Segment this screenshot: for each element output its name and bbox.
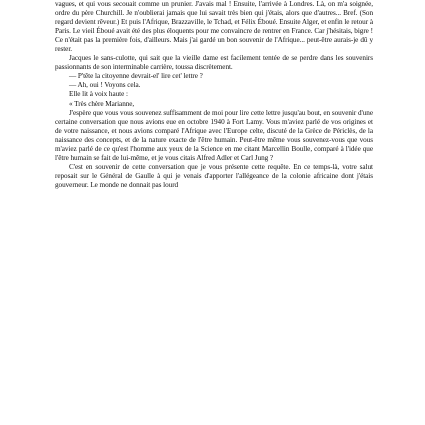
- dialogue-line: — Ah, oui ! Voyons cela.: [69, 81, 141, 90]
- paragraph-narration: Jacques le sans-culotte, qui sait que la vieille dame est facilement tentée de se perdre dans les souvenirs passionnants de son interminable carrière, toussa discrètement.: [55, 54, 373, 72]
- letter-salutation: « Très chère Marianne,: [69, 99, 135, 108]
- letter-paragraph: C'est en souvenir de cette conversation que je vous présente cette requête. En ce temps-là, votre salut reposait sur le Général de Gaulle à qui je venais d'apporter l'allégeance de la colonie africaine dont j'étais gouverneur. Le monde ne donnait pas lourd: [55, 162, 373, 189]
- document-page: [55, 0, 373, 425]
- dialogue-line: — P'tête la citoyenne devrait-el' lire cet' lettre ?: [69, 72, 203, 81]
- letter-paragraph: J'espère que vous vous souvenez suffisamment de moi pour lire cette lettre jusqu'au bout, en souvenir d'une certaine conversation que nous avions eue en octobre 1940 à Fort Lamy. Vous m'aviez parlé de vos origines et de votre naissance, et nous avions comparé l'Afrique avec l'Europe celte, discuté de la Grèce de Périclès, de la naissance des concepts, et de la nature exacte de l'être humain. Peut-être même vous souvenez-vous que vous m'aviez parlé de ce qu'est l'homme aux yeux de la Science en me citant Marcellin Boulle, comparé à l'idée que l'être humain se fait de lui-même, et je vous citais Alfred Adler et Carl Jung ?: [55, 108, 373, 162]
- paragraph-recollection: vagues, et qui vous secouait comme un prunier. J'avais mal ! Ensuite, l'arrivée à Londres. Là, on m'a soignée, ordre du père Churchill. Je n'oublierai jamais que lui savait très bien qui j'étais, alors que d'autres... Bref. (Son regard devient rêveur.) Et puis l'Afrique, Brazzaville, le Tchad, et Félix Éboué. Ensuite Alger, et enfin le retour à Paris. Le vieil Éboué avait été des plus éloquents pour me convaincre de rentrer en France. Car j'hésitais, bigre ! Ce n'était pas la première fois, d'ailleurs. Mais j'ai gardé un bon souvenir de l'Afrique... peut-être aurais-je dû y rester.: [55, 0, 373, 54]
- narration-line: Elle lit à voix haute :: [69, 90, 128, 99]
